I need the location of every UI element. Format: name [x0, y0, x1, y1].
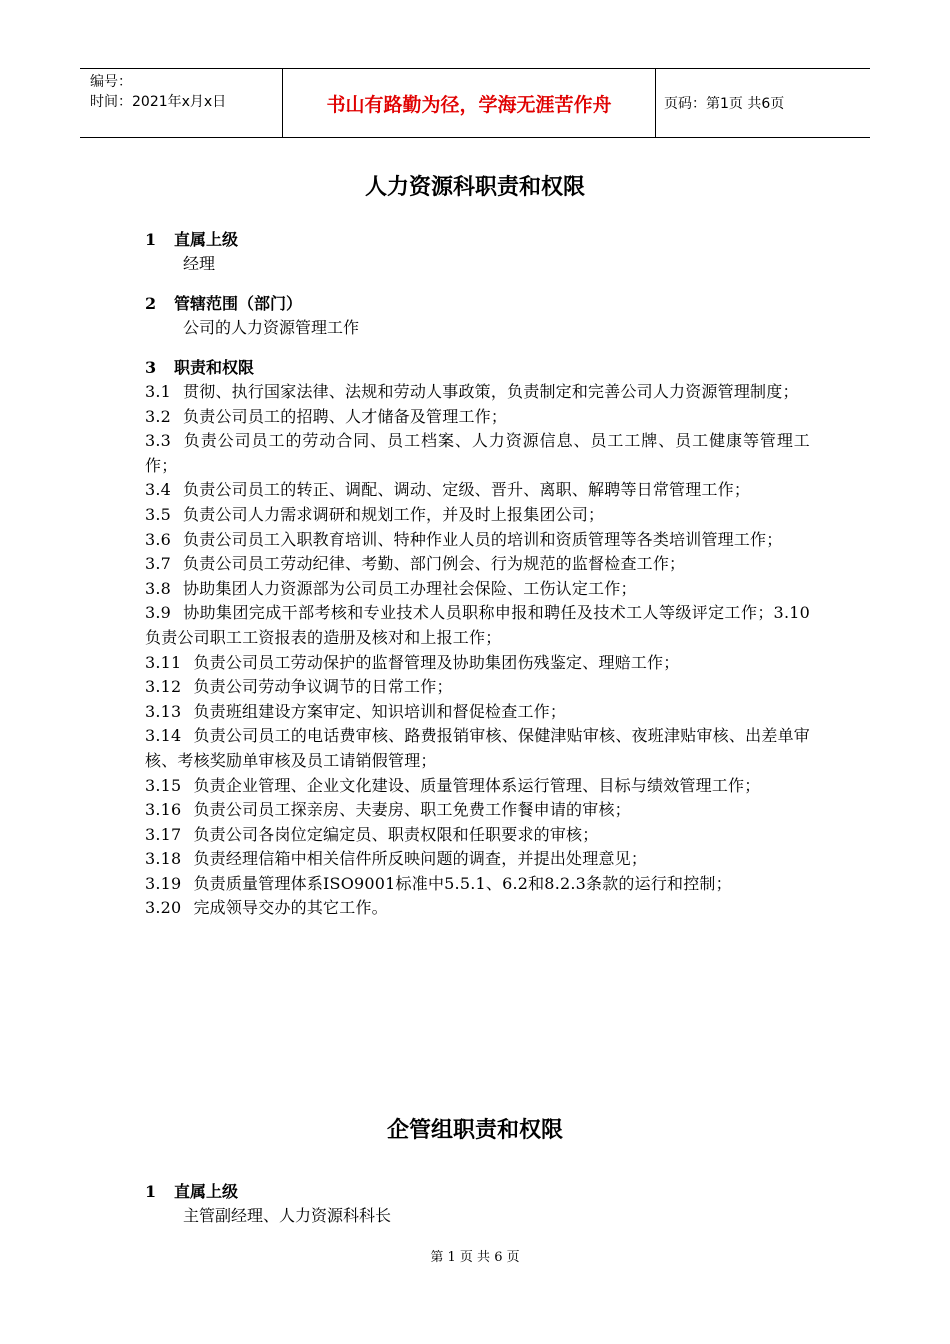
- duty-item: [145, 847, 810, 872]
- duty-item-text: 负责公司员工劳动保护的监督管理及协助集团伤残鉴定、理赔工作；: [193, 652, 680, 672]
- duty-item-number: 3.1: [145, 382, 172, 401]
- duty-item-number: 3.16: [145, 800, 182, 820]
- duty-item-text: 负责公司员工探亲房、夫妻房、职工免费工作餐申请的审核；: [193, 800, 631, 820]
- duty-item-text: 负责公司员工劳动纪律、考勤、部门例会、行为规范的监督检查工作；: [183, 554, 686, 574]
- duty-item-text: 负责公司员工入职教育培训、特种作业人员的培训和资质管理等各类培训管理工作；: [183, 529, 783, 549]
- duty-item: [145, 675, 810, 700]
- duty-item-number: 3.6: [145, 529, 172, 549]
- section2-content: [145, 1180, 810, 1228]
- duty-item: [145, 478, 810, 503]
- duty-item-text: 协助集团完成干部考核和专业技术人员职称申报和聘任及技术工人等级评定工作；3.10 负责公司职工工资报表的造册及核对和上报工作；: [145, 603, 827, 647]
- duty-item-text: 负责公司劳动争议调节的日常工作；: [193, 677, 453, 697]
- duty-item-number: 3.9: [145, 603, 172, 623]
- number-label: 编号：: [90, 74, 132, 90]
- duty-item: [145, 405, 810, 430]
- section1-heading-2: 2 管辖范围（部门）: [145, 294, 303, 313]
- duty-item: [145, 872, 810, 897]
- duty-item-text: 负责公司员工的劳动合同、员工档案、人力资源信息、员工工牌、员工健康等管理工作；: [145, 431, 810, 475]
- section1-title: 人力资源科职责和权限: [364, 174, 585, 200]
- section2-title: 企管组职责和权限: [386, 1117, 563, 1143]
- duty-item-number: 3.8: [145, 578, 172, 598]
- duty-item: [145, 429, 810, 478]
- duty-item: [145, 774, 810, 799]
- duty-item-number: 3.5: [145, 504, 172, 524]
- duty-item-text: 负责公司各岗位定编定员、职责权限和任职要求的审核；: [193, 824, 599, 844]
- duty-item: [145, 651, 810, 676]
- section2-heading-1-text: 主管副经理、人力资源科科长: [183, 1206, 392, 1225]
- header-motto: 书山有路勤为径，学海无涯苦作舟: [283, 69, 656, 137]
- duty-item-number: 3.17: [145, 824, 182, 844]
- duty-item: [145, 798, 810, 823]
- duty-item: [145, 724, 810, 773]
- duty-item-number: 3.12: [145, 677, 182, 697]
- duty-item: [145, 896, 810, 921]
- duty-item-number: 3.3: [145, 431, 172, 451]
- duty-item-text: 负责质量管理体系ISO9001标准中5.5.1、6.2和8.2.3条款的运行和控制；: [193, 873, 732, 893]
- duty-item-number: 3.13: [145, 701, 182, 721]
- duty-item-number: 3.7: [145, 554, 172, 574]
- duty-item-text: 负责公司员工的转正、调配、调动、定级、晋升、离职、解聘等日常管理工作；: [183, 480, 751, 500]
- page-header: [80, 68, 870, 138]
- duty-item: [145, 528, 810, 553]
- section1-heading-3: 3 职责和权限: [145, 358, 255, 377]
- duty-item-number: 3.14: [145, 726, 182, 746]
- page-footer: 第 1 页 共 6 页: [430, 1250, 520, 1265]
- duty-item-number: 3.19: [145, 873, 182, 893]
- duty-item-number: 3.18: [145, 849, 182, 869]
- duty-item-text: 完成领导交办的其它工作。: [193, 898, 388, 918]
- duty-item-text: 协助集团人力资源部为公司员工办理社会保险、工伤认定工作；: [183, 578, 637, 598]
- header-page-label: 页码：第1页 共6页: [664, 96, 785, 112]
- duty-item: [145, 380, 810, 405]
- duty-item-number: 3.11: [145, 652, 182, 672]
- duty-item: [145, 577, 810, 602]
- duty-item: [145, 700, 810, 725]
- duty-item: [145, 601, 827, 650]
- duty-item-number: 3.4: [145, 480, 172, 500]
- duty-item-text: 负责公司人力需求调研和规划工作，并及时上报集团公司；: [183, 504, 605, 524]
- section1-content: [145, 228, 827, 921]
- duty-item: [145, 503, 810, 528]
- duty-item-number: 3.20: [145, 898, 182, 918]
- duty-item-text: 负责企业管理、企业文化建设、质量管理体系运行管理、目标与绩效管理工作；: [193, 775, 761, 795]
- duty-item-text: 贯彻、执行国家法律、法规和劳动人事政策，负责制定和完善公司人力资源管理制度；: [183, 382, 799, 401]
- duty-item-number: 3.2: [145, 406, 172, 426]
- duty-item-number: 3.15: [145, 775, 182, 795]
- section1-heading-1: 1 直属上级: [145, 230, 239, 249]
- duty-item-text: 负责班组建设方案审定、知识培训和督促检查工作；: [193, 701, 567, 721]
- duty-item-text: 负责经理信箱中相关信件所反映问题的调查，并提出处理意见；: [193, 849, 648, 869]
- duty-item: [145, 823, 810, 848]
- duty-item-text: 负责公司员工的招聘、人才储备及管理工作；: [183, 406, 508, 426]
- section2-heading-1: 1 直属上级: [145, 1182, 239, 1201]
- section1-heading-2-text: 公司的人力资源管理工作: [183, 318, 360, 337]
- duty-item: [145, 552, 810, 577]
- duty-list: [145, 380, 827, 921]
- section1-heading-1-text: 经理: [183, 254, 216, 273]
- header-meta: [80, 69, 283, 137]
- duty-item-text: 负责公司员工的电话费审核、路费报销审核、保健津贴审核、夜班津贴审核、出差单审核、考核奖励单审核及员工请销假管理；: [145, 726, 810, 770]
- time-label: 时间：2021年x月x日: [90, 94, 227, 110]
